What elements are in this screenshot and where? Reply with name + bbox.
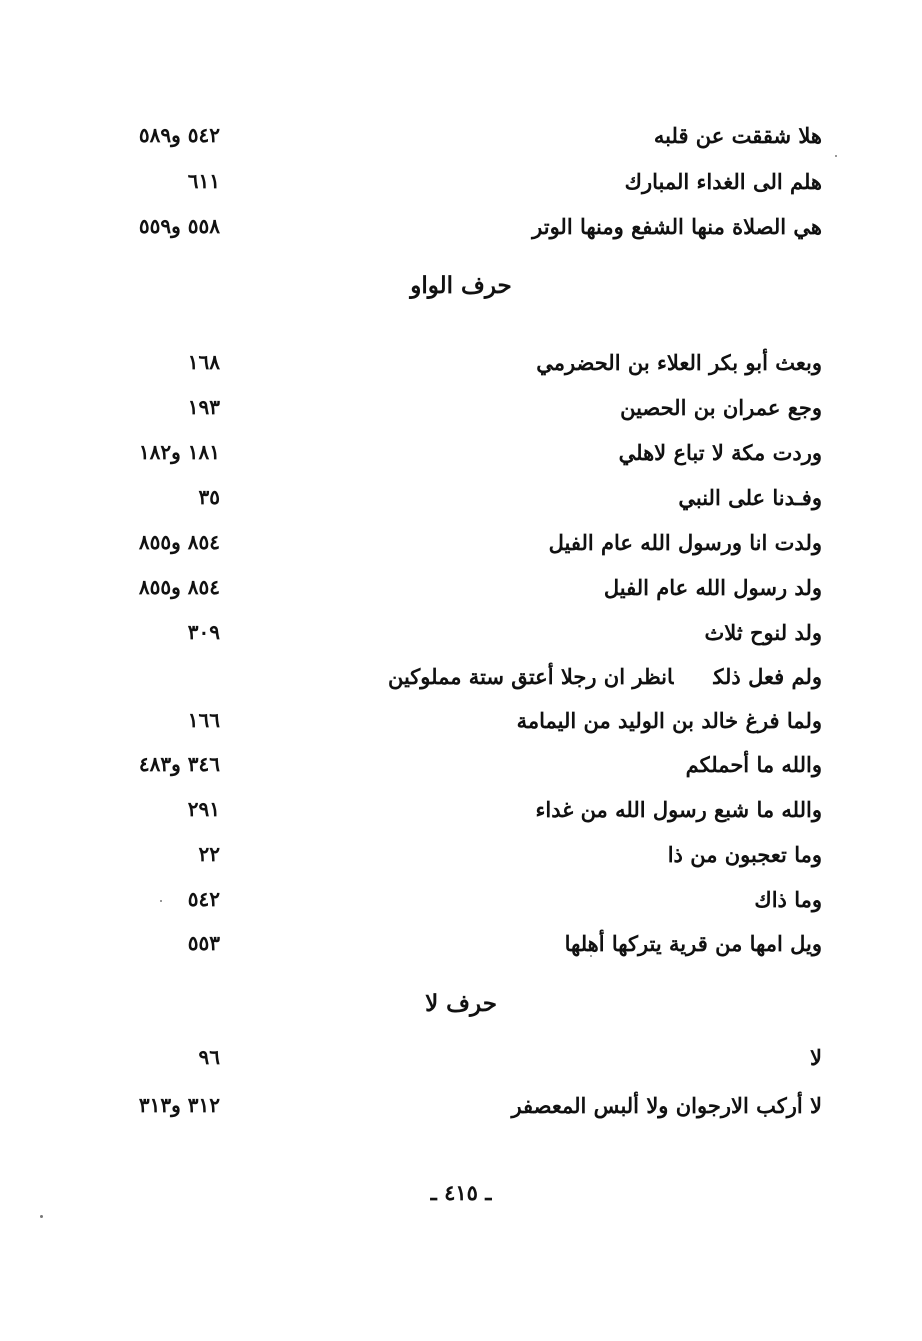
scan-speck bbox=[40, 1215, 43, 1218]
entry-text: لا أركب الارجوان ولا ألبس المعصفر bbox=[511, 1092, 822, 1118]
section-heading-waw: حرف الواو bbox=[410, 272, 512, 299]
entry-text: والله ما أحملكم bbox=[685, 751, 822, 777]
index-entry bbox=[110, 700, 822, 740]
index-entry bbox=[110, 744, 822, 784]
scan-speck bbox=[160, 900, 162, 902]
entry-text: وجع عمران بن الحصين bbox=[620, 394, 822, 420]
scan-speck bbox=[590, 955, 592, 957]
entry-pages: ٥٤٢ bbox=[187, 887, 220, 911]
entry-text: وما ذاك bbox=[754, 886, 822, 912]
entry-pages: ٨٥٤ و٨٥٥ bbox=[138, 575, 220, 599]
index-entry bbox=[110, 923, 822, 963]
index-entry bbox=[110, 206, 822, 246]
page-number: ـ ٤١٥ ـ bbox=[430, 1180, 492, 1205]
entry-pages: ٨٥٤ و٨٥٥ bbox=[138, 530, 220, 554]
index-entry bbox=[110, 879, 822, 919]
index-entry bbox=[110, 1085, 822, 1125]
entry-text: وما تعجبون من ذا bbox=[667, 841, 822, 867]
entry-text: ويل امها من قرية يتركها أهلها bbox=[564, 930, 822, 956]
entry-text bbox=[388, 664, 822, 689]
entry-text: هلا شققت عن قلبه bbox=[653, 122, 822, 148]
entry-pages: ١٨١ و١٨٢ bbox=[138, 440, 220, 464]
entry-text: ولدت انا ورسول الله عام الفيل bbox=[548, 529, 822, 555]
index-entry bbox=[110, 342, 822, 382]
entry-pages: ٢٢ bbox=[198, 842, 220, 866]
entry-pages: ٩٦ bbox=[198, 1045, 220, 1069]
entry-pages: ٣١٢ و٣١٣ bbox=[138, 1093, 220, 1117]
entry-pages: ٣٤٦ و٤٨٣ bbox=[138, 752, 220, 776]
entry-text: والله ما شبع رسول الله من غداء bbox=[535, 796, 822, 822]
entry-pages: ٦١١ bbox=[187, 169, 220, 193]
entry-pages: ٥٤٢ و٥٨٩ bbox=[138, 123, 220, 147]
entry-text: وبعث أبو بكر العلاء بن الحضرمي bbox=[536, 349, 822, 375]
index-entry bbox=[110, 387, 822, 427]
entry-text: ولد لنوح ثلاث bbox=[704, 619, 822, 645]
entry-pages: ٣٠٩ bbox=[187, 620, 220, 644]
entry-cross-reference: انظر ان رجلا أعتق ستة مملوكين bbox=[387, 663, 674, 689]
index-entry bbox=[110, 834, 822, 874]
entry-pages: ١٩٣ bbox=[187, 395, 220, 419]
entry-text: وفـدنا على النبي bbox=[678, 484, 822, 510]
entry-pages: ٥٥٨ و٥٥٩ bbox=[138, 214, 220, 238]
index-entry bbox=[110, 432, 822, 472]
index-entry bbox=[110, 522, 822, 562]
entry-text: هلم الى الغداء المبارك bbox=[624, 168, 822, 194]
section-heading-la: حرف لا bbox=[425, 990, 497, 1017]
index-entry bbox=[110, 115, 822, 155]
index-entry bbox=[110, 789, 822, 829]
entry-text: لا bbox=[810, 1044, 822, 1070]
entry-text: وردت مكة لا تباع لاهلي bbox=[618, 439, 822, 465]
entry-text: ولما فرغ خالد بن الوليد من اليمامة bbox=[516, 707, 822, 733]
scan-speck bbox=[835, 155, 837, 157]
index-entry bbox=[110, 656, 822, 696]
index-entry bbox=[110, 567, 822, 607]
index-entry bbox=[110, 612, 822, 652]
entry-pages: ١٦٦ bbox=[187, 708, 220, 732]
entry-pages: ٢٩١ bbox=[187, 797, 220, 821]
entry-main-text: ولم فعل ذلك bbox=[713, 663, 822, 689]
entry-pages: ١٦٨ bbox=[187, 350, 220, 374]
entry-pages: ٣٥ bbox=[198, 485, 220, 509]
index-entry bbox=[110, 477, 822, 517]
index-entry bbox=[110, 161, 822, 201]
index-entry bbox=[110, 1037, 822, 1077]
entry-text: ولد رسول الله عام الفيل bbox=[603, 574, 822, 600]
entry-pages: ٥٥٣ bbox=[187, 931, 220, 955]
entry-text: هي الصلاة منها الشفع ومنها الوتر bbox=[532, 213, 822, 239]
